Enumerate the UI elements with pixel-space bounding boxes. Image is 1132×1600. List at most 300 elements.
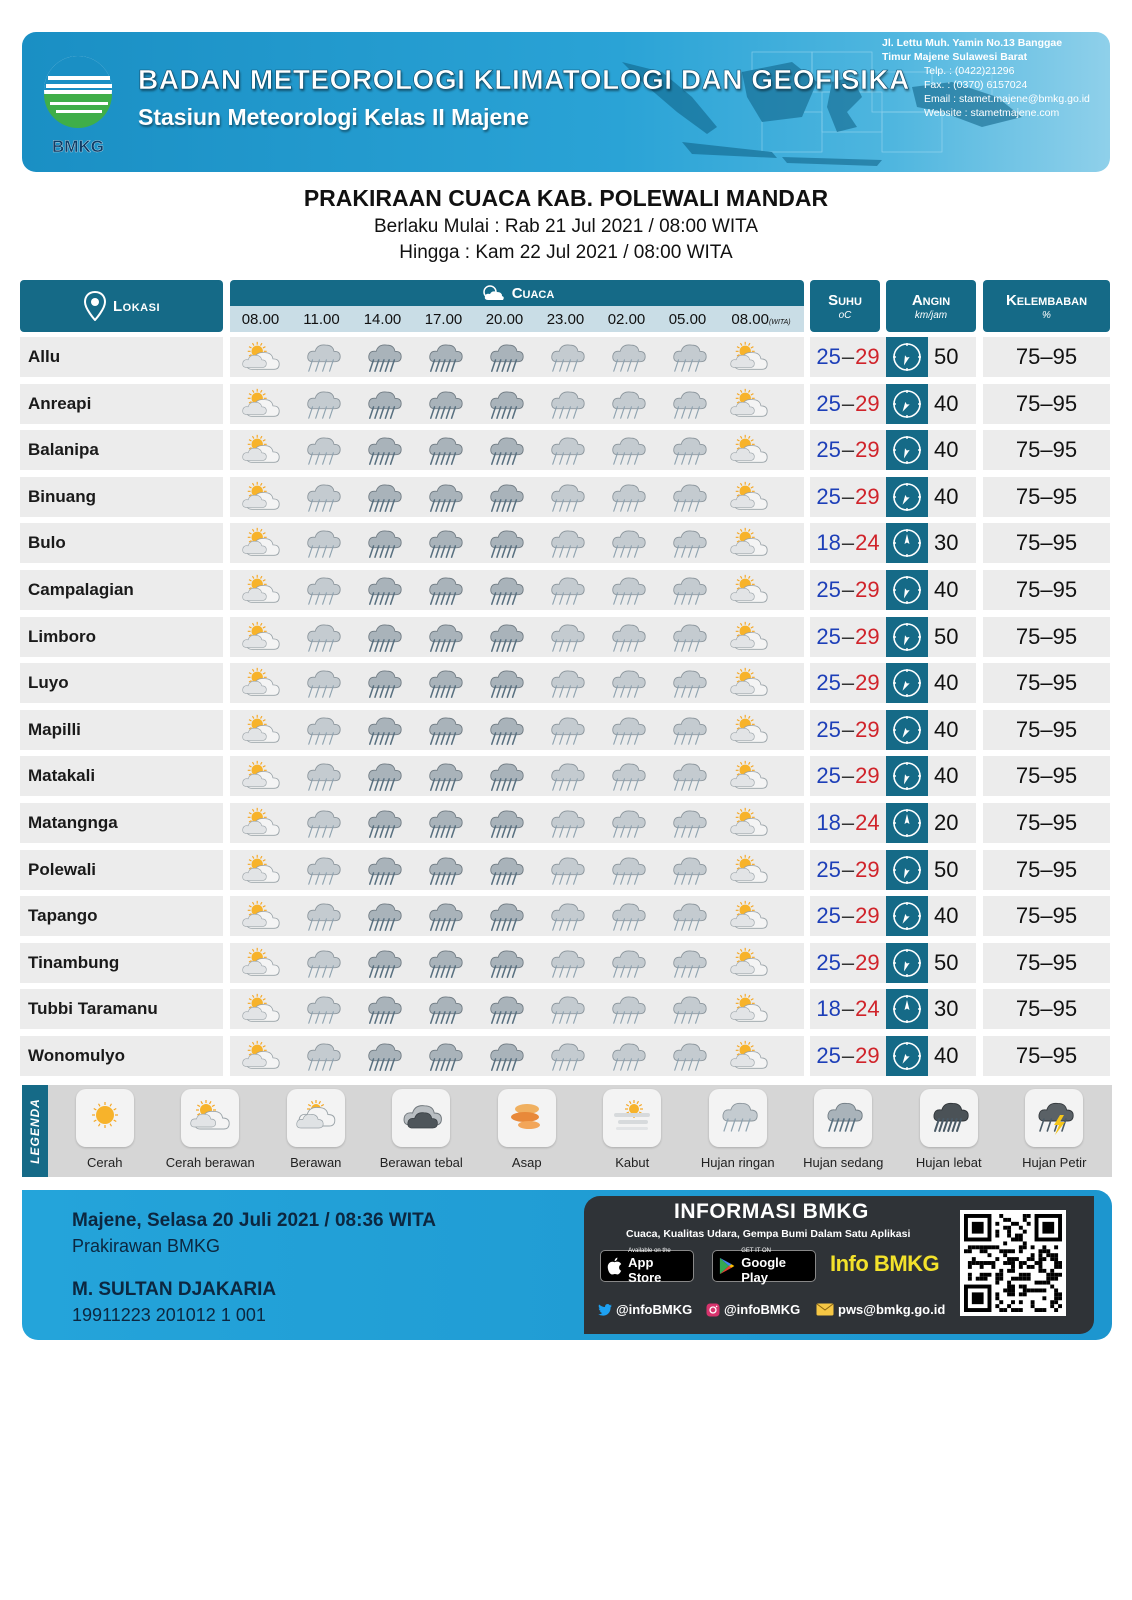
weather-cell xyxy=(352,431,413,469)
legend xyxy=(22,1085,1112,1177)
temperature-range xyxy=(810,384,886,424)
hujan-ringan-icon xyxy=(603,619,651,655)
legend-label: Kabut xyxy=(615,1155,650,1170)
legend-icon-box xyxy=(920,1089,978,1147)
wind xyxy=(886,384,976,424)
hujan-sedang-icon xyxy=(481,432,529,468)
contact-info xyxy=(882,36,1108,120)
hujan-ringan-icon xyxy=(298,525,346,561)
hour-label: 02.00 xyxy=(607,310,646,328)
wind xyxy=(886,896,976,936)
weather-cell xyxy=(535,1037,596,1075)
wind-direction-compass xyxy=(886,943,928,983)
legend-label: Berawan tebal xyxy=(379,1155,463,1170)
weather-cell xyxy=(596,478,657,516)
app-store-big: App Store xyxy=(628,1254,662,1285)
compass-icon xyxy=(891,527,923,559)
table-row xyxy=(20,753,1112,800)
hujan-sedang-icon xyxy=(420,619,468,655)
hujan-sedang-icon xyxy=(359,432,407,468)
compass-icon xyxy=(891,993,923,1025)
legend-icon-box xyxy=(814,1089,872,1147)
wind-speed: 50 xyxy=(934,856,959,882)
hujan-ringan-icon xyxy=(298,898,346,934)
header-lokasi-label: Lokasi xyxy=(113,297,160,315)
cerah-berawan-icon xyxy=(725,572,773,608)
weather-cell xyxy=(230,804,291,842)
humidity: 75–95 xyxy=(983,943,1110,983)
temp-min: 25 xyxy=(816,670,841,696)
temp-min: 25 xyxy=(816,763,841,789)
humidity: 75–95 xyxy=(983,617,1110,657)
legend-item xyxy=(52,1089,158,1175)
weather-cell xyxy=(413,1037,474,1075)
info-title: INFORMASI BMKG xyxy=(674,1200,869,1223)
wind xyxy=(886,710,976,750)
hujan-sedang-icon xyxy=(420,479,468,515)
weather-cell xyxy=(291,571,352,609)
hujan-ringan-icon xyxy=(298,665,346,701)
temperature-range xyxy=(810,710,886,750)
legend-icon-box xyxy=(1025,1089,1083,1147)
app-store-small: Available on the xyxy=(628,1247,671,1254)
weather-cell xyxy=(657,524,718,562)
legend-item xyxy=(685,1089,791,1175)
weather-cell xyxy=(535,804,596,842)
weather-cell xyxy=(718,757,779,795)
header-angin-label: Angin xyxy=(911,291,951,309)
temp-max: 24 xyxy=(855,996,880,1022)
location-name: Bulo xyxy=(20,523,223,563)
temp-min: 25 xyxy=(816,903,841,929)
hujan-sedang-icon xyxy=(481,619,529,655)
cerah-berawan-icon xyxy=(237,479,285,515)
telp: Telp. : (0422)21296 xyxy=(924,65,1015,77)
cerah-berawan-icon xyxy=(237,945,285,981)
twitter-handle: @infoBMKG xyxy=(616,1302,693,1317)
compass-icon xyxy=(891,388,923,420)
weather-cell xyxy=(474,1037,535,1075)
hour-label: 23.00 xyxy=(546,310,585,328)
temp-dash: – xyxy=(841,763,855,789)
hujan-sedang-icon xyxy=(359,525,407,561)
wind xyxy=(886,943,976,983)
cerah-berawan-icon xyxy=(237,805,285,841)
hujan-ringan-icon xyxy=(603,432,651,468)
apple-icon xyxy=(607,1257,622,1275)
location-name: Matakali xyxy=(20,756,223,796)
cerah-berawan-icon xyxy=(725,386,773,422)
weather-cell xyxy=(596,618,657,656)
wind-direction-compass xyxy=(886,850,928,890)
twitter-link[interactable] xyxy=(598,1302,692,1317)
table-row xyxy=(20,381,1112,428)
weather-icons xyxy=(230,850,804,890)
weather-cell xyxy=(291,944,352,982)
weather-cell xyxy=(535,338,596,376)
cerah-berawan-icon xyxy=(237,991,285,1027)
wind-speed: 40 xyxy=(934,763,959,789)
app-store-badge[interactable] xyxy=(600,1247,694,1285)
hujan-ringan-icon xyxy=(542,1038,590,1074)
hujan-ringan-icon xyxy=(542,572,590,608)
weather-cell xyxy=(474,944,535,982)
weather-cell xyxy=(230,338,291,376)
weather-cell xyxy=(352,338,413,376)
station-name: Stasiun Meteorologi Kelas II Majene xyxy=(138,104,530,130)
wind xyxy=(886,617,976,657)
weather-cell xyxy=(474,338,535,376)
google-play-badge[interactable] xyxy=(712,1247,816,1285)
hour-label: 05.00 xyxy=(668,310,707,328)
issue-date: Majene, Selasa 20 Juli 2021 / 08:36 WITA xyxy=(72,1210,436,1231)
weather-cell xyxy=(535,851,596,889)
wind xyxy=(886,477,976,517)
wind xyxy=(886,663,976,703)
kabut-icon xyxy=(608,1097,656,1139)
weather-icons xyxy=(230,477,804,517)
hujan-ringan-icon xyxy=(603,758,651,794)
hour-label: 20.00 xyxy=(485,310,524,328)
cerah-berawan-icon xyxy=(725,525,773,561)
weather-cell xyxy=(596,851,657,889)
compass-icon xyxy=(891,1040,923,1072)
weather-cell xyxy=(230,711,291,749)
wind-direction-compass xyxy=(886,384,928,424)
weather-cell xyxy=(657,385,718,423)
hujan-sedang-icon xyxy=(481,945,529,981)
hujan-ringan-icon xyxy=(664,432,712,468)
weather-cell xyxy=(291,804,352,842)
hujan-ringan-icon xyxy=(603,805,651,841)
humidity: 75–95 xyxy=(983,477,1110,517)
temp-min: 18 xyxy=(816,996,841,1022)
legend-item xyxy=(580,1089,686,1175)
humidity: 75–95 xyxy=(983,523,1110,563)
org-title: BADAN METEOROLOGI KLIMATOLOGI DAN GEOFISIKA xyxy=(138,64,910,95)
weather-cell xyxy=(535,944,596,982)
google-play-small: GET IT ON xyxy=(741,1247,772,1254)
temp-max: 29 xyxy=(855,856,880,882)
forecast-title: PRAKIRAAN CUACA KAB. POLEWALI MANDAR xyxy=(303,185,829,211)
hujan-ringan-icon xyxy=(298,572,346,608)
hujan-sedang-icon xyxy=(359,805,407,841)
wind-speed: 30 xyxy=(934,530,959,556)
cerah-berawan-icon xyxy=(237,525,285,561)
legend-icon-box xyxy=(287,1089,345,1147)
cerah-berawan-icon xyxy=(725,852,773,888)
weather-icons xyxy=(230,1036,804,1076)
hujan-ringan-icon xyxy=(542,805,590,841)
cerah-icon xyxy=(81,1097,129,1139)
temp-dash: – xyxy=(841,623,855,649)
table-row xyxy=(20,474,1112,521)
hujan-ringan-icon xyxy=(542,991,590,1027)
weather-cell xyxy=(474,524,535,562)
weather-cell xyxy=(596,990,657,1028)
hujan-ringan-icon xyxy=(603,991,651,1027)
hujan-ringan-icon xyxy=(603,572,651,608)
hujan-ringan-icon xyxy=(298,712,346,748)
hujan-sedang-icon xyxy=(420,712,468,748)
hujan-sedang-icon xyxy=(481,665,529,701)
temp-min: 18 xyxy=(816,530,841,556)
weather-icons xyxy=(230,570,804,610)
hujan-ringan-icon xyxy=(603,339,651,375)
wind-direction-compass xyxy=(886,477,928,517)
weather-cell xyxy=(474,478,535,516)
hujan-sedang-icon xyxy=(481,852,529,888)
cerah-berawan-icon xyxy=(237,432,285,468)
hujan-sedang-icon xyxy=(420,758,468,794)
weather-cell xyxy=(352,851,413,889)
legend-item xyxy=(791,1089,897,1175)
compass-icon xyxy=(891,947,923,979)
weather-cell xyxy=(230,385,291,423)
cerah-berawan-icon xyxy=(186,1097,234,1139)
weather-cell xyxy=(657,897,718,935)
hujan-ringan-icon xyxy=(664,525,712,561)
email-link[interactable] xyxy=(816,1302,945,1317)
hujan-sedang-icon xyxy=(420,852,468,888)
legend-tag: LEGENDA xyxy=(22,1085,48,1177)
cerah-berawan-icon xyxy=(725,991,773,1027)
weather-cell xyxy=(352,990,413,1028)
compass-icon xyxy=(891,481,923,513)
wind-direction-compass xyxy=(886,663,928,703)
humidity: 75–95 xyxy=(983,989,1110,1029)
hujan-ringan-icon xyxy=(298,945,346,981)
table-row xyxy=(20,847,1112,894)
legend-item xyxy=(158,1089,264,1175)
temp-min: 25 xyxy=(816,576,841,602)
weather-icons xyxy=(230,896,804,936)
weather-cell xyxy=(413,524,474,562)
forecaster-nip: 19911223 201012 1 001 xyxy=(72,1305,266,1325)
weather-cell xyxy=(474,664,535,702)
valid-from: Berlaku Mulai : Rab 21 Jul 2021 / 08:00 WITA xyxy=(373,216,759,237)
wind-direction-compass xyxy=(886,756,928,796)
wind-speed: 50 xyxy=(934,623,959,649)
weather-cell xyxy=(352,944,413,982)
header-kelembaban-label: Kelembaban xyxy=(1005,291,1088,309)
location-name: Luyo xyxy=(20,663,223,703)
table-row xyxy=(20,567,1112,614)
cerah-berawan-icon xyxy=(725,1038,773,1074)
bmkg-logo xyxy=(40,50,118,160)
weather-cell xyxy=(230,897,291,935)
legend-icon-box xyxy=(603,1089,661,1147)
hour-label: 11.00 xyxy=(303,310,340,328)
temperature-range xyxy=(810,803,886,843)
hujan-sedang-icon xyxy=(359,945,407,981)
weather-cell xyxy=(535,990,596,1028)
hujan-ringan-icon xyxy=(542,479,590,515)
weather-cell xyxy=(291,990,352,1028)
weather-cell xyxy=(718,385,779,423)
wind-direction-compass xyxy=(886,337,928,377)
hujan-sedang-icon xyxy=(481,712,529,748)
legend-item xyxy=(1002,1089,1108,1175)
hujan-sedang-icon xyxy=(359,386,407,422)
temp-dash: – xyxy=(841,856,855,882)
location-name: Polewali xyxy=(20,850,223,890)
weather-icons xyxy=(230,523,804,563)
legend-item xyxy=(474,1089,580,1175)
cerah-berawan-icon xyxy=(237,339,285,375)
hujan-ringan-icon xyxy=(603,1038,651,1074)
weather-cell xyxy=(657,431,718,469)
weather-cell xyxy=(474,851,535,889)
weather-icons xyxy=(230,803,804,843)
fax: Fax. : (0370) 6157024 xyxy=(924,79,1028,91)
weather-cell xyxy=(230,990,291,1028)
legend-icon-box xyxy=(392,1089,450,1147)
legend-icon-box xyxy=(498,1089,556,1147)
weather-cell xyxy=(474,431,535,469)
weather-cell xyxy=(596,1037,657,1075)
compass-icon xyxy=(891,760,923,792)
weather-cell xyxy=(413,618,474,656)
weather-cell xyxy=(291,385,352,423)
weather-cell xyxy=(413,804,474,842)
wind-speed: 40 xyxy=(934,1042,959,1068)
hour-label: 17.00 xyxy=(424,310,463,328)
cerah-berawan-icon xyxy=(725,339,773,375)
humidity: 75–95 xyxy=(983,756,1110,796)
temp-max: 29 xyxy=(855,1042,880,1068)
hujan-ringan-icon xyxy=(664,479,712,515)
wind xyxy=(886,756,976,796)
hujan-ringan-icon xyxy=(542,525,590,561)
weather-cell xyxy=(352,804,413,842)
table-row xyxy=(20,893,1112,940)
temp-dash: – xyxy=(841,576,855,602)
weather-cell xyxy=(596,385,657,423)
wind-direction-compass xyxy=(886,430,928,470)
legend-label: Hujan lebat xyxy=(915,1155,982,1170)
cerah-berawan-icon xyxy=(237,386,285,422)
header-angin xyxy=(886,280,976,332)
hujan-sedang-icon xyxy=(481,572,529,608)
legend-label: Hujan sedang xyxy=(803,1155,884,1170)
weather-cell xyxy=(596,524,657,562)
weather-cell xyxy=(718,571,779,609)
compass-icon xyxy=(891,434,923,466)
hujan-ringan-icon xyxy=(664,852,712,888)
header-cuaca xyxy=(230,280,804,306)
temp-max: 29 xyxy=(855,483,880,509)
wind xyxy=(886,803,976,843)
instagram-link[interactable] xyxy=(706,1302,800,1317)
hujan-sedang-icon xyxy=(359,619,407,655)
hujan-ringan-icon xyxy=(298,852,346,888)
wind-direction-compass xyxy=(886,570,928,610)
weather-cell xyxy=(413,431,474,469)
header-lokasi xyxy=(20,280,223,332)
weather-cell xyxy=(230,1037,291,1075)
weather-cell xyxy=(657,851,718,889)
compass-icon xyxy=(891,574,923,606)
weather-cell xyxy=(291,431,352,469)
weather-cell xyxy=(352,664,413,702)
weather-cell xyxy=(230,524,291,562)
temperature-range xyxy=(810,896,886,936)
hujan-ringan-icon xyxy=(664,619,712,655)
weather-cell xyxy=(657,711,718,749)
weather-cell xyxy=(474,385,535,423)
email: Email : stamet.majene@bmkg.go.id xyxy=(924,93,1090,105)
weather-cell xyxy=(657,1037,718,1075)
wind xyxy=(886,989,976,1029)
weather-cell xyxy=(352,478,413,516)
qr-code-graphic xyxy=(964,1214,1062,1312)
cerah-berawan-icon xyxy=(725,432,773,468)
header-banner xyxy=(22,32,1110,172)
weather-cell xyxy=(413,571,474,609)
temp-max: 29 xyxy=(855,344,880,369)
temp-dash: – xyxy=(841,483,855,509)
weather-cell xyxy=(657,571,718,609)
weather-cell xyxy=(352,757,413,795)
qr-code xyxy=(960,1210,1066,1316)
hujan-ringan-icon xyxy=(542,665,590,701)
temp-min: 25 xyxy=(816,483,841,509)
compass-icon xyxy=(891,854,923,886)
location-name: Campalagian xyxy=(20,570,223,610)
temp-dash: – xyxy=(841,716,855,742)
legend-items xyxy=(52,1089,1107,1175)
weather-cell xyxy=(291,618,352,656)
weather-cell xyxy=(291,757,352,795)
valid-until: Hingga : Kam 22 Jul 2021 / 08:00 WITA xyxy=(399,242,733,263)
weather-cell xyxy=(474,618,535,656)
hujan-ringan-icon xyxy=(664,712,712,748)
weather-cell xyxy=(535,618,596,656)
temperature-range xyxy=(810,430,886,470)
weather-cell xyxy=(413,944,474,982)
website: Website : stametmajene.com xyxy=(924,107,1060,119)
hujan-ringan-icon xyxy=(298,805,346,841)
weather-cell xyxy=(413,757,474,795)
compass-icon xyxy=(891,714,923,746)
forecaster-name: M. SULTAN DJAKARIA xyxy=(72,1279,277,1300)
header-angin-unit: km/jam xyxy=(914,309,948,321)
hujan-sedang-icon xyxy=(481,339,529,375)
sun-cloud-icon xyxy=(480,283,506,303)
weather-cell xyxy=(535,897,596,935)
weather-cell xyxy=(596,664,657,702)
wind xyxy=(886,850,976,890)
location-name: Allu xyxy=(20,337,223,377)
hujan-sedang-icon xyxy=(481,758,529,794)
temperature-range xyxy=(810,1036,886,1076)
temp-max: 29 xyxy=(855,623,880,649)
weather-cell xyxy=(291,711,352,749)
hujan-sedang-icon xyxy=(420,665,468,701)
weather-cell xyxy=(413,338,474,376)
weather-cell xyxy=(596,757,657,795)
legend-item xyxy=(263,1089,369,1175)
legend-label: Berawan xyxy=(290,1155,342,1170)
twitter-icon xyxy=(598,1304,612,1316)
humidity: 75–95 xyxy=(983,663,1110,703)
table-row xyxy=(20,520,1112,567)
hujan-sedang-icon xyxy=(481,525,529,561)
weather-cell xyxy=(413,851,474,889)
temp-dash: – xyxy=(841,670,855,696)
weather-cell xyxy=(718,338,779,376)
